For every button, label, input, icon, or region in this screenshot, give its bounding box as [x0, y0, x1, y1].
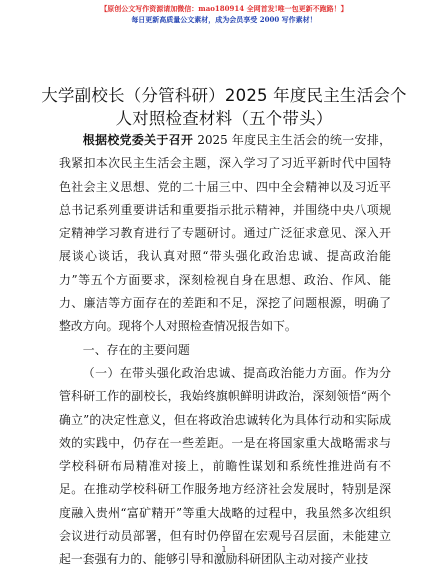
section-heading: 一、存在的主要问题 — [82, 342, 190, 357]
banner-line-2: 每日更新高质量公文素材，成为会员享受 2000 写作素材！ — [131, 15, 317, 24]
intro-paragraph — [59, 129, 391, 339]
banner-line-1: 【原创公文写作资源请加微信：mao180914 全网首发!唯一包更新不跑路！】 — [100, 4, 348, 13]
sub-paragraph-1: （一）在带头强化政治忠诚、提高政治能力方面。作为分管科研工作的副校长，我始终旗帜鲜明讲政治，深刻领悟“两个确立”的决定性意义，但在将政治忠诚转化为具体行动和实际成效的实践中，仍存在一些差距。一是在将国家重大战略需求与学校科研布局精准对接上，前瞻性谋划和系统性推进尚有不足。在推动学校科研工作服务地方经济社会发展时，特别是深度融入贵州“富矿精开”等重大战略的过程中，我虽然多次组织会议进行动员部署，但有时仍停留在宏观号召层面，未能建立起一套强有力的、能够引导和激励科研团队主动对接产业技 — [59, 365, 391, 567]
page-number: 1 — [221, 545, 227, 554]
document-body — [59, 129, 391, 572]
intro-body: 2025 年度民主生活会的统一安排，我紧扣本次民主生活会主题，深入学习了习近平新时代中国特色社会主义思想、党的二十届三中、四中全会精神以及习近平总书记系列重要讲话和重要指示批示精神，并围绕中央八项规定精神学习教育进行了专题研讨。通过广泛征求意见、深入开展谈心谈话，我认真对照“带头强化政治忠诚、提高政治能力”等五个方面要求，深刻检视自身在思想、政治、作风、能力、廉洁等方面存在的差距和不足，深挖了问题根源，明确了整改方向。现将个人对照检查情况报告如下。 — [59, 133, 391, 334]
document-title: 大学副校长（分管科研）2025 年度民主生活会个人对照检查材料（五个带头） — [41, 86, 407, 128]
top-banner — [0, 3, 448, 25]
intro-lead: 根据校党委关于召开 — [82, 133, 194, 147]
